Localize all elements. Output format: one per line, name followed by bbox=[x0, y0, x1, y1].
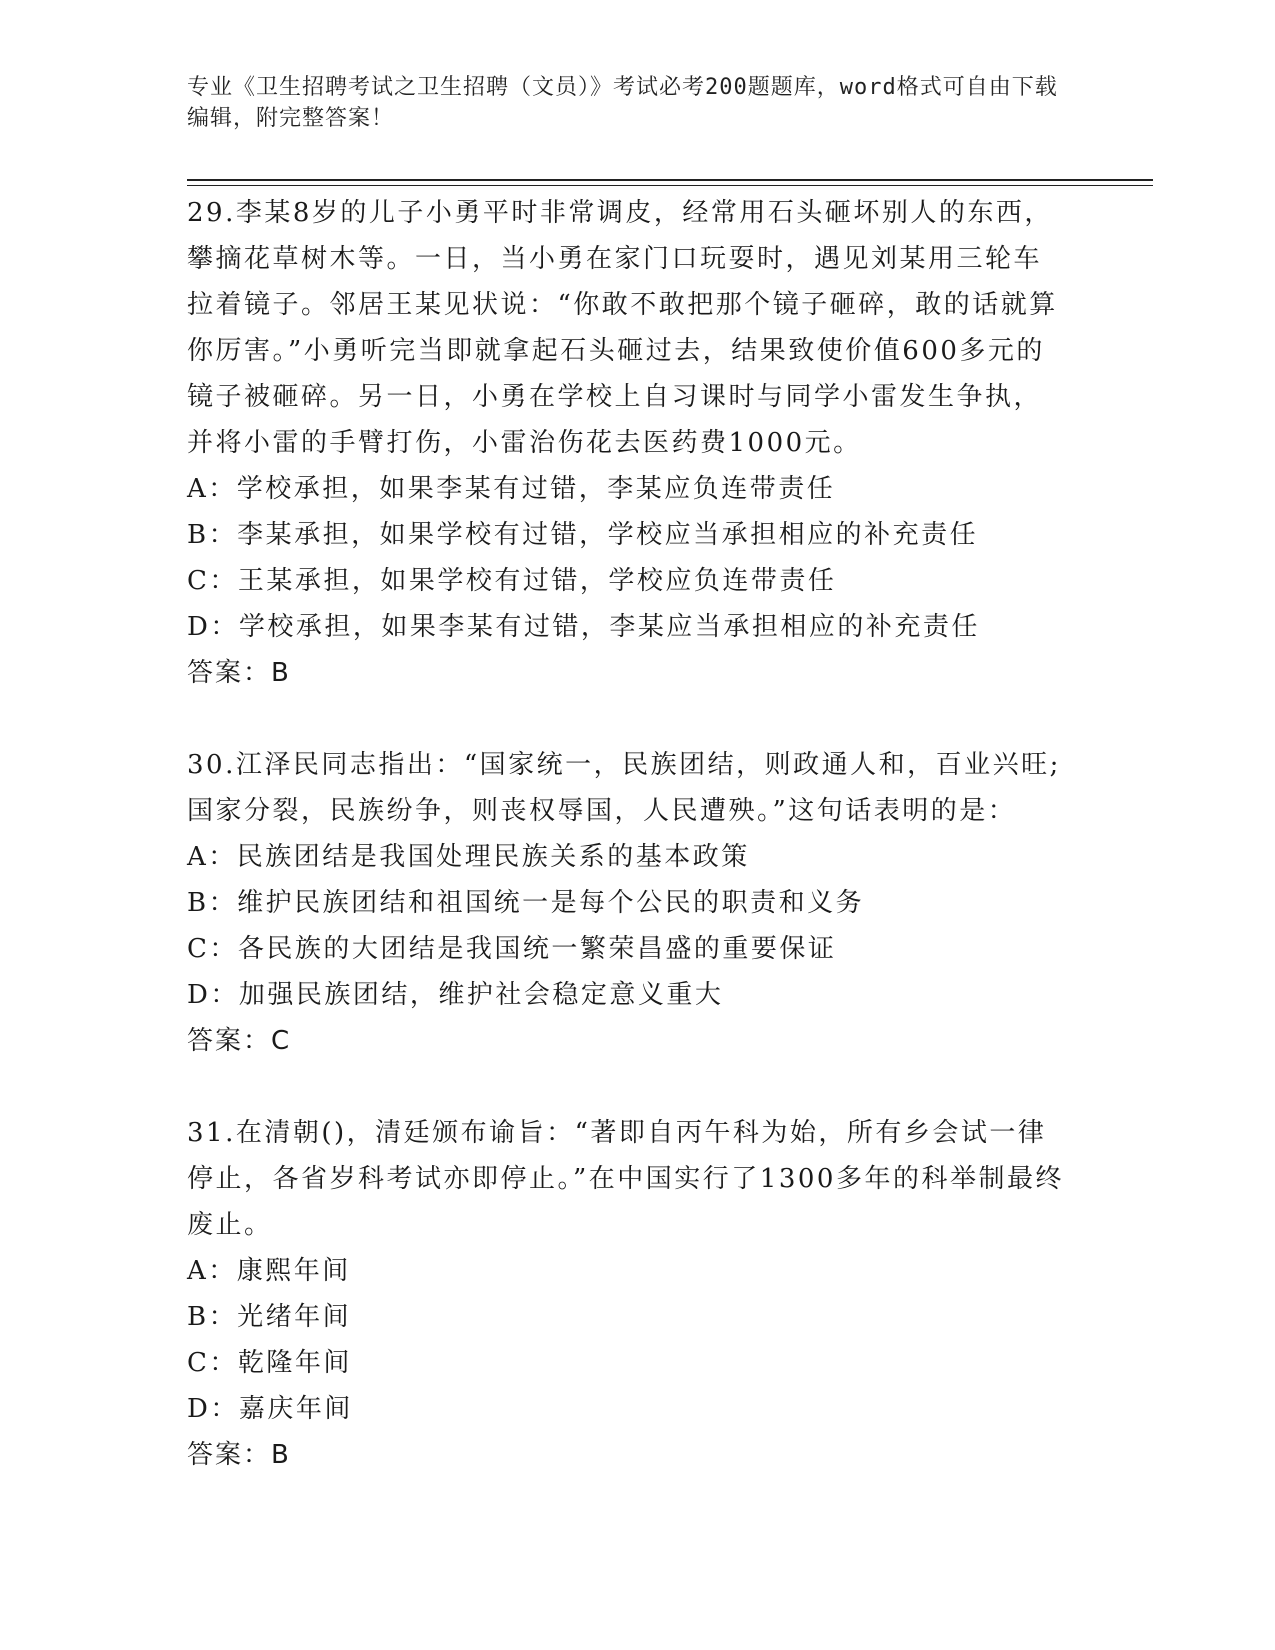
option-b: B：李某承担，如果学校有过错，学校应当承担相应的补充责任 bbox=[187, 520, 979, 550]
option-c: C：各民族的大团结是我国统一繁荣昌盛的重要保证 bbox=[187, 934, 837, 964]
question-30 bbox=[187, 742, 1067, 1064]
question-text: 29.李某8岁的儿子小勇平时非常调皮，经常用石头砸坏别人的东西，攀摘花草树木等。一日，当小勇在家门口玩耍时，遇见刘某用三轮车拉着镜子。邻居王某见状说：“你敢不敢把那个镜子砸碎，敢的话就算你厉害。”小勇听完当即就拿起石头砸过去，结果致使价值600多元的镜子被砸碎。另一日，小勇在学校上自习课时与同学小雷发生争执，并将小雷的手臂打伤，小雷治伤花去医药费1000元。 bbox=[187, 198, 1058, 458]
option-c: C：王某承担，如果学校有过错，学校应负连带责任 bbox=[187, 566, 837, 596]
option-b: B：维护民族团结和祖国统一是每个公民的职责和义务 bbox=[187, 888, 865, 918]
option-a: A：学校承担，如果李某有过错，李某应负连带责任 bbox=[187, 474, 836, 504]
header-rule-thin bbox=[187, 185, 1153, 186]
option-b: B：光绪年间 bbox=[187, 1302, 352, 1332]
answer-line: 答案：B bbox=[187, 658, 291, 688]
option-c: C：乾隆年间 bbox=[187, 1348, 352, 1378]
question-list bbox=[187, 190, 1067, 1524]
question-text: 30.江泽民同志指出：“国家统一，民族团结，则政通人和，百业兴旺;国家分裂，民族纷争，则丧权辱国，人民遭殃。”这句话表明的是： bbox=[187, 750, 1061, 826]
option-a: A：民族团结是我国处理民族关系的基本政策 bbox=[187, 842, 750, 872]
option-d: D：加强民族团结，维护社会稳定意义重大 bbox=[187, 980, 724, 1010]
question-31 bbox=[187, 1110, 1067, 1478]
question-text: 31.在清朝()，清廷颁布谕旨：“著即自丙午科为始，所有乡会试一律停止，各省岁科考试亦即停止。”在中国实行了1300多年的科举制最终废止。 bbox=[187, 1118, 1064, 1240]
answer-line: 答案：C bbox=[187, 1026, 292, 1056]
option-d: D：学校承担，如果李某有过错，李某应当承担相应的补充责任 bbox=[187, 612, 980, 642]
header-rule-thick bbox=[187, 179, 1153, 181]
question-29 bbox=[187, 190, 1067, 696]
answer-line: 答案：B bbox=[187, 1440, 291, 1470]
option-a: A：康熙年间 bbox=[187, 1256, 351, 1286]
document-header: 专业《卫生招聘考试之卫生招聘（文员）》考试必考200题题库，word格式可自由下载编辑，附完整答案！ bbox=[187, 75, 1058, 131]
option-d: D：嘉庆年间 bbox=[187, 1394, 353, 1424]
